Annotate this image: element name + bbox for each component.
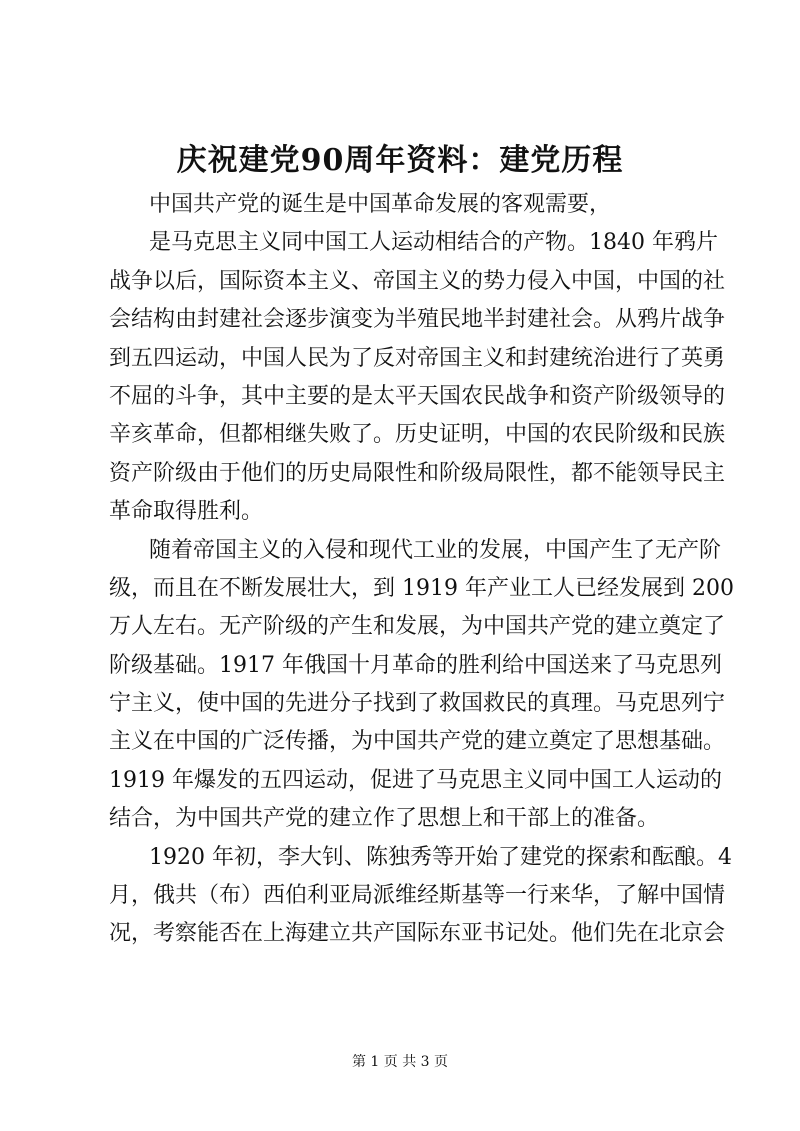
text-line: 级，而且在不断发展壮大，到 1919 年产业工人已经发展到 200	[109, 575, 734, 601]
text-line: 到五四运动，中国人民为了反对帝国主义和封建统治进行了英勇	[109, 345, 726, 371]
text-line: 中国共产党的诞生是中国革命发展的客观需要，	[149, 192, 612, 217]
text-line: 辛亥革命，但都相继失败了。历史证明，中国的农民阶级和民族	[109, 422, 726, 448]
text-line: 是马克思主义同中国工人运动相结合的产物。1840 年鸦片	[149, 230, 718, 256]
document-body	[109, 186, 734, 954]
text-line: 革命取得胜利。	[109, 499, 264, 525]
text-line: 资产阶级由于他们的历史局限性和阶级局限性，都不能领导民主	[109, 460, 726, 486]
text-line: 不屈的斗争，其中主要的是太平天国农民战争和资产阶级领导的	[109, 383, 726, 409]
text-line: 会结构由封建社会逐步演变为半殖民地半封建社会。从鸦片战争	[109, 307, 726, 333]
text-line: 万人左右。无产阶级的产生和发展，为中国共产党的建立奠定了	[109, 614, 726, 640]
text-line: 况，考察能否在上海建立共产国际东亚书记处。他们先在北京会	[109, 921, 726, 947]
text-line: 月，俄共（布）西伯利亚局派维经斯基等一行来华，了解中国情	[109, 883, 726, 909]
text-line: 阶级基础。1917 年俄国十月革命的胜利给中国送来了马克思列	[109, 652, 722, 678]
text-line: 战争以后，国际资本主义、帝国主义的势力侵入中国，中国的社	[109, 268, 726, 294]
page-footer: 第 1 页 共 3 页	[351, 1054, 449, 1070]
text-line: 结合，为中国共产党的建立作了思想上和干部上的准备。	[109, 806, 660, 832]
text-line: 随着帝国主义的入侵和现代工业的发展，中国产生了无产阶	[149, 537, 722, 563]
text-line: 1919 年爆发的五四运动，促进了马克思主义同中国工人运动的	[109, 767, 722, 793]
document-title: 庆祝建党90周年资料：建党历程	[176, 143, 624, 178]
text-line: 1920 年初，李大钊、陈独秀等开始了建党的探索和酝酿。4	[149, 844, 732, 870]
text-line: 主义在中国的广泛传播，为中国共产党的建立奠定了思想基础。	[109, 729, 726, 755]
text-line: 宁主义，使中国的先进分子找到了救国救民的真理。马克思列宁	[109, 691, 726, 717]
